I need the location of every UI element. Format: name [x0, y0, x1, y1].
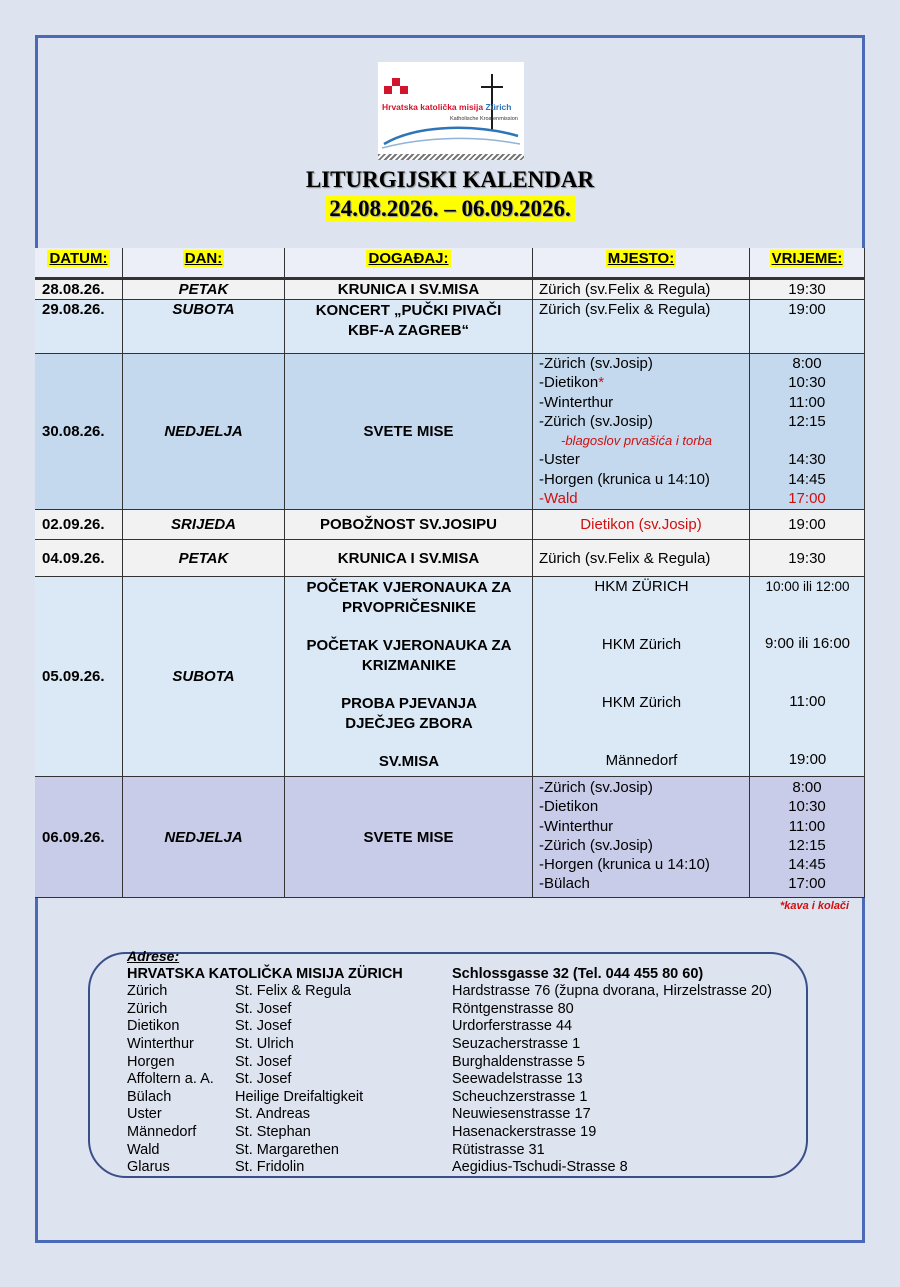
time-cell: 8:00 10:30 11:00 12:15 14:45 17:00: [750, 777, 865, 898]
footnote: *kava i kolači: [780, 900, 850, 912]
place-cell: -Zürich (sv.Josip) -Dietikon* -Winterthur -Zürich (sv.Josip) -blagoslov prvašića i torba -Uster -Horgen (krunica u 14:10) -Wald: [533, 354, 750, 510]
event-cell: KONCERT „PUČKI PIVAČI KBF-A ZAGREB“: [285, 300, 533, 354]
header-dan: DAN:: [123, 248, 285, 278]
mission-name: HRVATSKA KATOLIČKA MISIJA ZÜRICH: [127, 965, 403, 982]
day-cell: SUBOTA: [123, 300, 285, 354]
time-cell: 19:30: [750, 280, 865, 300]
day-cell: SUBOTA: [123, 577, 285, 777]
event-cell: KRUNICA I SV.MISA: [285, 540, 533, 577]
table-row: 05.09.26.: [35, 577, 123, 777]
time-cell: 19:00: [750, 300, 865, 354]
table-row: 02.09.26.: [35, 510, 123, 540]
header-datum: DATUM:: [35, 248, 123, 278]
table-row: 28.08.26.: [35, 280, 123, 300]
logo-subtitle: Katholische Kroatenmission: [450, 116, 518, 122]
event-cell: SVETE MISE: [285, 354, 533, 510]
table-row: 06.09.26.: [35, 777, 123, 898]
time-cell: 8:00 10:30 11:00 12:15 14:30 14:45 17:00: [750, 354, 865, 510]
table-row: 04.09.26.: [35, 540, 123, 577]
mission-address: Schlossgasse 32 (Tel. 044 455 80 60): [452, 965, 704, 982]
mission-logo: [378, 62, 524, 160]
address-heading: Adrese:: [127, 948, 180, 964]
date-range: 24.08.2026. – 06.09.2026.: [0, 196, 900, 222]
header-mjesto: MJESTO:: [533, 248, 750, 278]
event-cell: POBOŽNOST SV.JOSIPU: [285, 510, 533, 540]
page-title: LITURGIJSKI KALENDAR: [305, 167, 595, 192]
day-cell: PETAK: [123, 280, 285, 300]
event-cell: KRUNICA I SV.MISA: [285, 280, 533, 300]
place-cell: HKM ZÜRICH HKM Zürich HKM Zürich Männedorf: [533, 577, 750, 777]
table-row: 29.08.26.: [35, 300, 123, 354]
header-dogadaj: DOGAĐAJ:: [285, 248, 533, 278]
place-cell: Dietikon (sv.Josip): [533, 510, 750, 540]
time-cell: 19:30: [750, 540, 865, 577]
place-cell: -Zürich (sv.Josip) -Dietikon -Winterthur -Zürich (sv.Josip) -Horgen (krunica u 14:10) -Bülach: [533, 777, 750, 898]
table-row: 30.08.26.: [35, 354, 123, 510]
event-cell: SVETE MISE: [285, 777, 533, 898]
header-vrijeme: VRIJEME:: [750, 248, 865, 278]
logo-name: Hrvatska katolička misija Zürich: [382, 102, 512, 112]
day-cell: SRIJEDA: [123, 510, 285, 540]
place-cell: Zürich (sv.Felix & Regula): [533, 280, 750, 300]
time-cell: 10:00 ili 12:00 9:00 ili 16:00 11:00 19:00: [750, 577, 865, 777]
event-cell: POČETAK VJERONAUKA ZA PRVOPRIČESNIKE POČETAK VJERONAUKA ZA KRIZMANIKE PROBA PJEVANJA DJEČJEG ZBORA SV.MISA: [285, 577, 533, 777]
day-cell: NEDJELJA: [123, 777, 285, 898]
place-cell: Zürich (sv.Felix & Regula): [533, 300, 750, 354]
day-cell: PETAK: [123, 540, 285, 577]
wave-icon: [378, 122, 524, 154]
day-cell: NEDJELJA: [123, 354, 285, 510]
place-cell: Zürich (sv.Felix & Regula): [533, 540, 750, 577]
time-cell: 19:00: [750, 510, 865, 540]
